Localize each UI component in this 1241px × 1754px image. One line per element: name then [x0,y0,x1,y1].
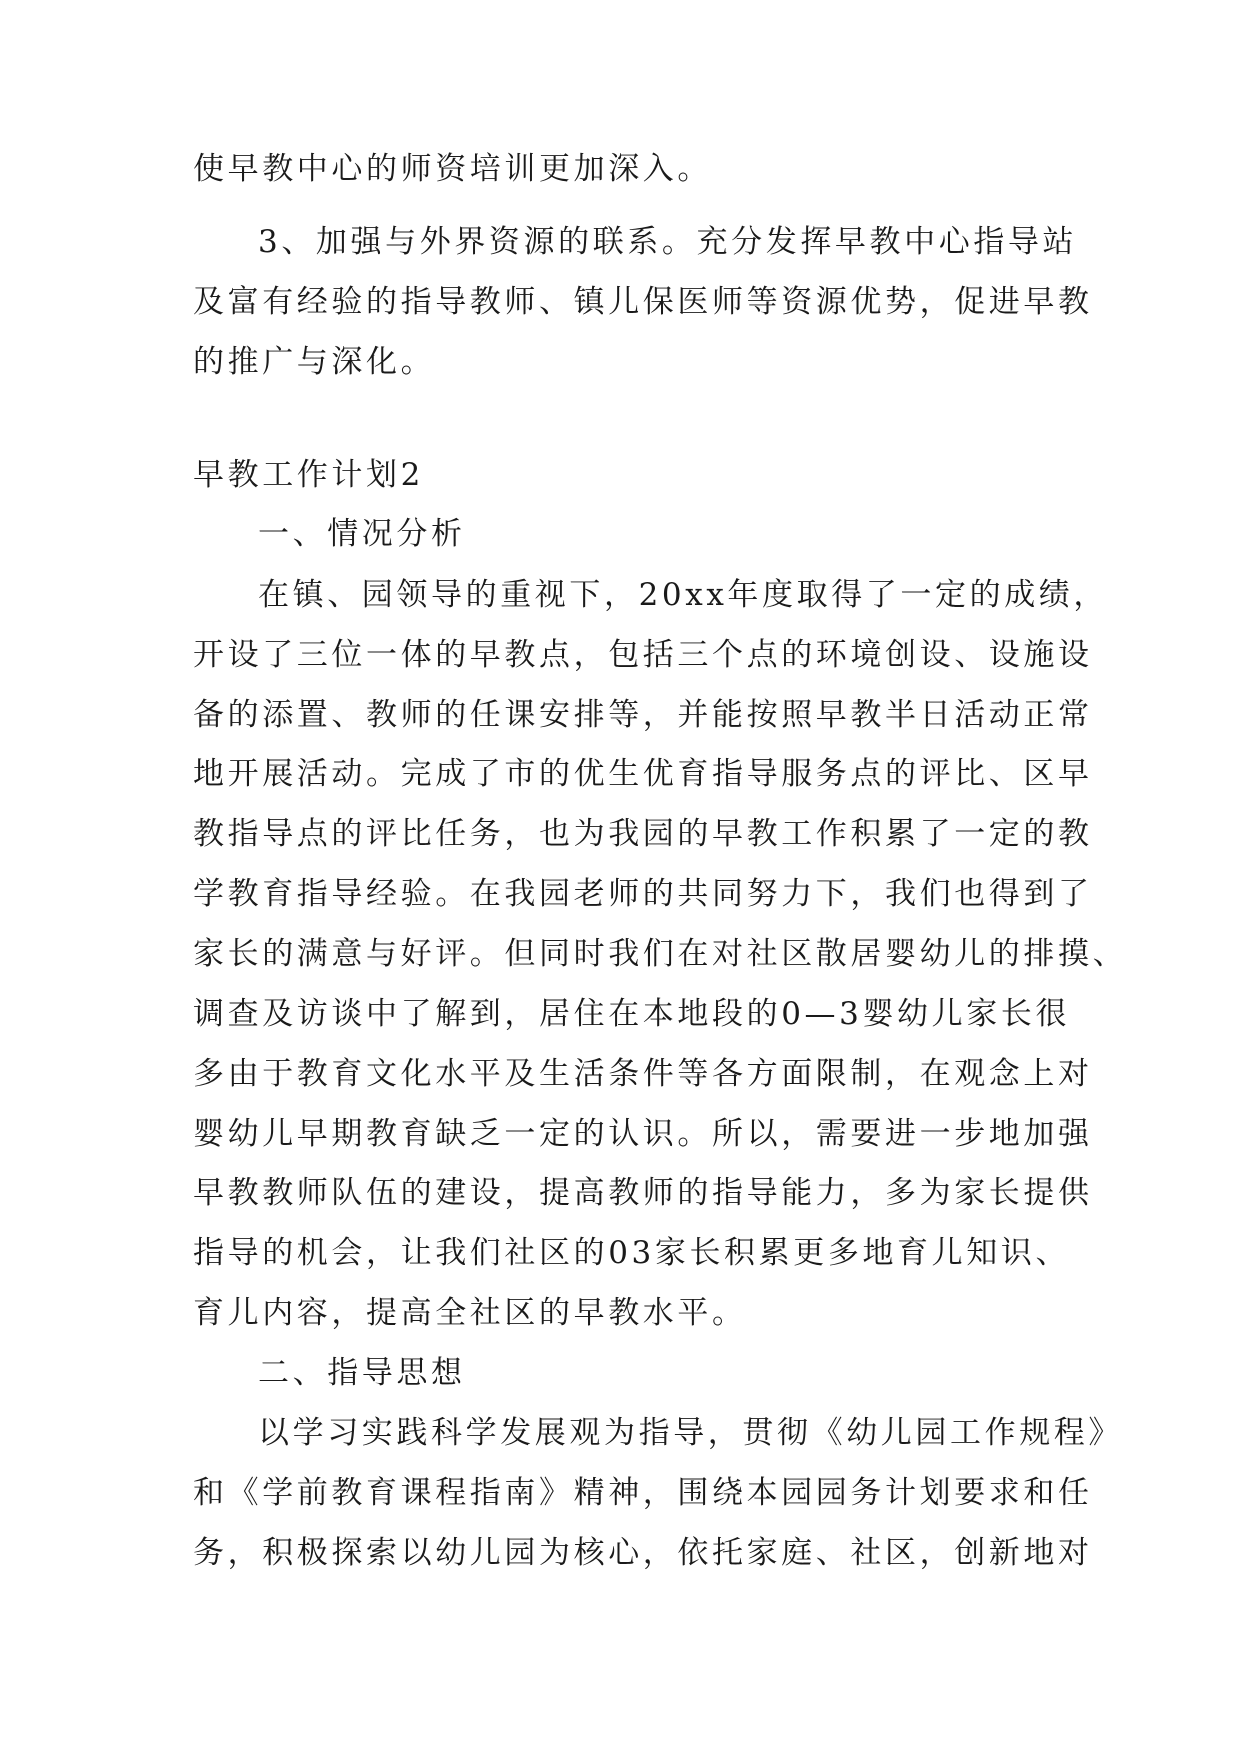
subsection-heading: 二、指导思想 [258,1355,466,1391]
paragraph-line: 调查及访谈中了解到，居住在本地段的0—3婴幼儿家长很 [193,996,1071,1032]
paragraph-line: 家长的满意与好评。但同时我们在对社区散居婴幼儿的排摸、 [193,936,1128,972]
paragraph-line: 务，积极探索以幼儿园为核心，依托家庭、社区，创新地对 [193,1535,1093,1571]
paragraph-line: 和《学前教育课程指南》精神，围绕本园园务计划要求和任 [193,1475,1093,1511]
paragraph-line: 备的添置、教师的任课安排等，并能按照早教半日活动正常 [193,697,1093,733]
paragraph-line: 指导的机会，让我们社区的03家长积累更多地育儿知识、 [193,1235,1071,1271]
paragraph-line: 婴幼儿早期教育缺乏一定的认识。所以，需要进一步地加强 [193,1116,1093,1152]
paragraph-line: 开设了三位一体的早教点，包括三个点的环境创设、设施设 [193,637,1093,673]
paragraph-line: 在镇、园领导的重视下，20xx年度取得了一定的成绩， [258,577,1109,613]
paragraph-line: 多由于教育文化水平及生活条件等各方面限制，在观念上对 [193,1056,1093,1092]
subsection-heading: 一、情况分析 [258,516,466,552]
paragraph-line: 以学习实践科学发展观为指导，贯彻《幼儿园工作规程》 [258,1415,1123,1451]
paragraph-line: 的推广与深化。 [193,344,436,380]
paragraph-line: 及富有经验的指导教师、镇儿保医师等资源优势，促进早教 [193,284,1093,320]
paragraph-line: 学教育指导经验。在我园老师的共同努力下，我们也得到了 [193,876,1093,912]
paragraph-line: 育儿内容，提高全社区的早教水平。 [193,1295,747,1331]
paragraph-line: 教指导点的评比任务，也为我园的早教工作积累了一定的教 [193,816,1093,852]
section-heading: 早教工作计划2 [193,457,424,493]
paragraph-line: 使早教中心的师资培训更加深入。 [193,151,712,187]
paragraph-line: 早教教师队伍的建设，提高教师的指导能力，多为家长提供 [193,1175,1093,1211]
paragraph-line: 3、加强与外界资源的联系。充分发挥早教中心指导站 [258,224,1078,260]
paragraph-line: 地开展活动。完成了市的优生优育指导服务点的评比、区早 [193,756,1093,792]
